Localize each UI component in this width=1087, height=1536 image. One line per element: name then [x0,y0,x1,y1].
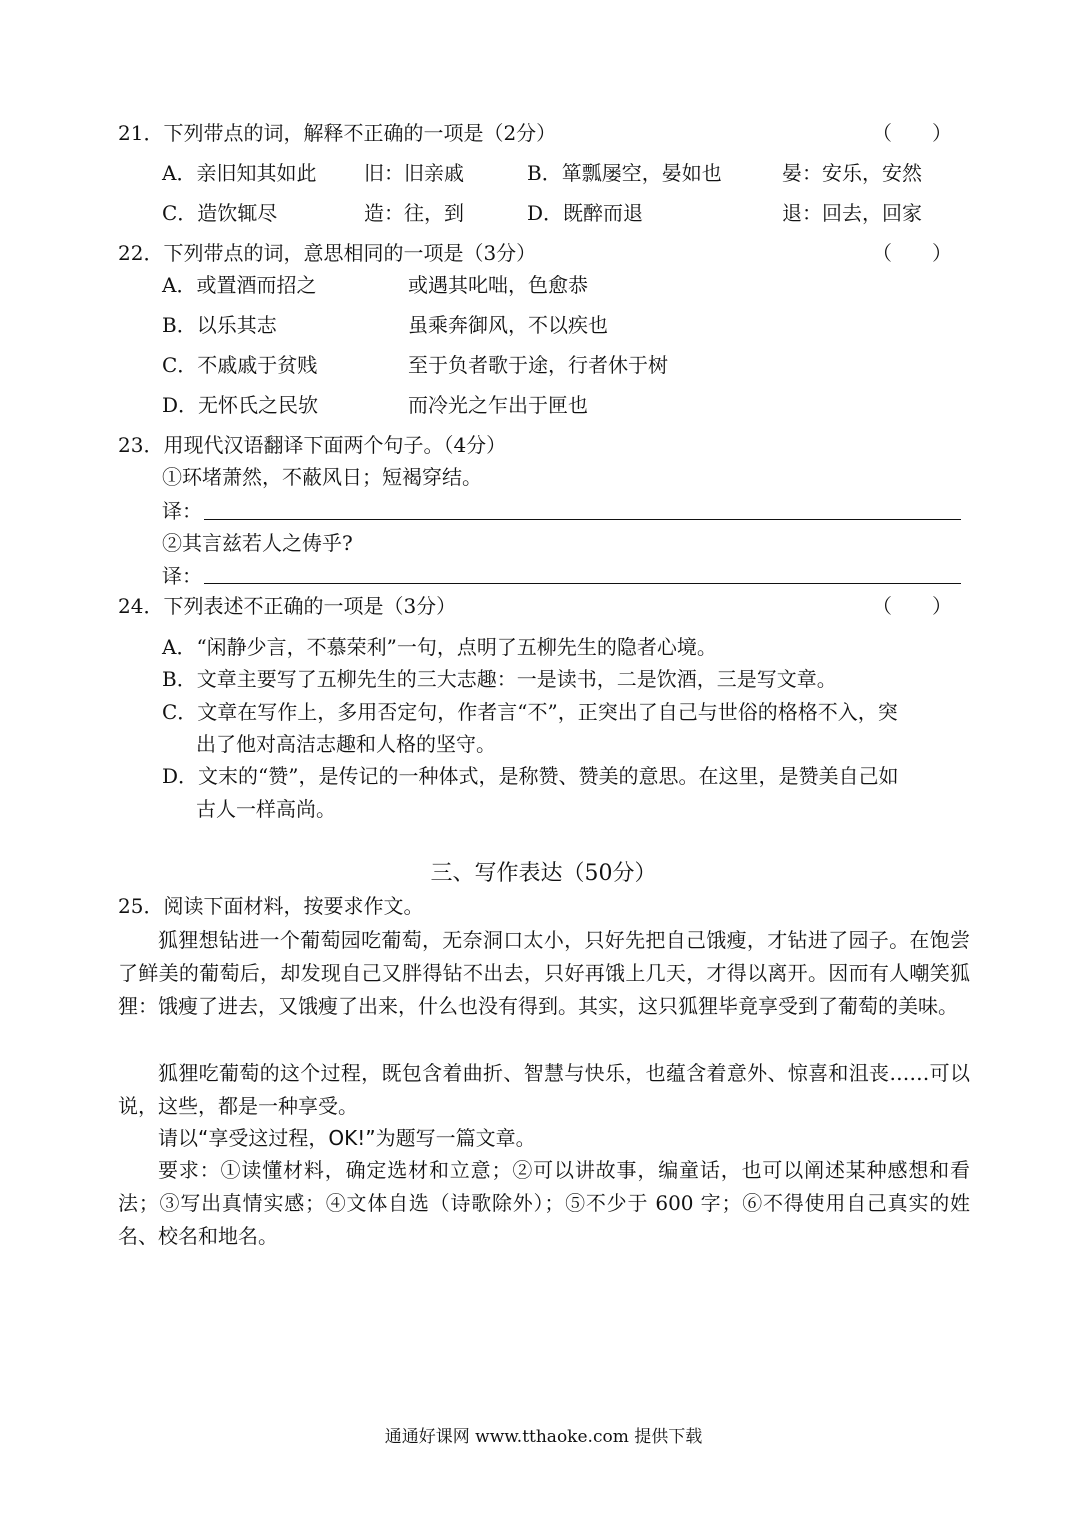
material-paragraph-2: 狐狸吃葡萄的这个过程，既包含着曲折、智慧与快乐，也蕴含着意外、惊喜和沮丧……可以说，这些，都是一种享受。 [118,1061,970,1118]
q22-option-b-right: 虽乘奔御风，不以疾也 [408,313,608,337]
q21-stem: 21．下列带点的词，解释不正确的一项是（2分） [118,121,557,145]
q22-option-d-right: 而冷光之乍出于匣也 [408,393,588,417]
q23-sentence-1: ①环堵萧然，不蔽风日；短褐穿结。 [162,465,482,489]
q22-option-c-left: C．不戚戚于贫贱 [162,353,318,377]
essay-requirements: 要求：①读懂材料，确定选材和立意；②可以讲故事，编童话，也可以阐述某种感想和看法；③写出真情实感；④文体自选（诗歌除外）；⑤不少于 600 字；⑥不得使用自己真实的姓名、校名和地名。 [118,1158,970,1248]
q23-answer-line-2[interactable] [204,583,961,584]
essay-title-prompt [118,1122,970,1155]
prompt-prefix: 请以 [158,1126,198,1150]
q23-stem: 23．用现代汉语翻译下面两个句子。（4分） [118,433,507,457]
q21-option-d-gloss: 退：回去，回家 [782,201,922,225]
q22-option-a-left: A．或置酒而招之 [162,273,317,297]
q21-option-c: C．造饮辄尽 [162,201,278,225]
q24-answer-paren: （ ） [872,594,952,618]
q24-option-a: A．“闲静少言，不慕荣利”一句，点明了五柳先生的隐者心境。 [162,635,717,659]
q24-option-c-line1: C．文章在写作上，多用否定句，作者言“不”，正突出了自己与世俗的格格不入，突 [162,700,898,724]
q25-stem: 25．阅读下面材料，按要求作文。 [118,894,424,918]
q22-option-d-left: D．无怀氏之民欤 [162,393,319,417]
q23-translation-label-2: 译： [162,564,202,588]
q24-option-c-line2: 出了他对高洁志趣和人格的坚守。 [196,732,496,756]
essay-title: “享受这过程，OK!” [198,1126,376,1150]
q22-option-a-right: 或遇其叱咄，色愈恭 [408,273,588,297]
q22-answer-paren: （ ） [872,241,952,265]
q23-answer-line-1[interactable] [204,519,961,520]
q21-option-a: A．亲旧知其如此 [162,161,317,185]
section-heading-writing: 三、写作表达（50分） [430,861,657,886]
prompt-suffix: 为题写一篇文章。 [375,1126,536,1150]
q24-option-d-line1: D．文末的“赞”，是传记的一种体式，是称赞、赞美的意思。在这里，是赞美自己如 [162,764,899,788]
q24-stem: 24．下列表述不正确的一项是（3分） [118,594,457,618]
q22-option-c-right: 至于负者歌于途，行者休于树 [408,353,668,377]
material-paragraph-1: 狐狸想钻进一个葡萄园吃葡萄，无奈洞口太小，只好先把自己饿瘦，才钻进了园子。在饱尝了鲜美的葡萄后，却发现自己又胖得钻不出去，只好再饿上几天，才得以离开。因而有人嘲笑狐狸：饿瘦了进去，又饿瘦了出来，什么也没有得到。其实，这只狐狸毕竟享受到了葡萄的美味。 [118,928,970,1018]
q24-option-d-line2: 古人一样高尚。 [196,797,336,821]
q23-sentence-2: ②其言兹若人之俦乎? [162,531,353,555]
footer-source: 通通好课网 www.tthaoke.com 提供下载 [384,1427,703,1447]
q22-stem: 22．下列带点的词，意思相同的一项是（3分） [118,241,537,265]
q21-option-b-gloss: 晏：安乐，安然 [782,161,922,185]
q22-option-b-left: B．以乐其志 [162,313,277,337]
q23-translation-label-1: 译： [162,499,202,523]
q21-option-b: B．箪瓢屡空，晏如也 [527,161,722,185]
q21-option-d: D．既醉而退 [527,201,644,225]
q21-answer-paren: （ ） [872,121,952,145]
q21-option-a-gloss: 旧：旧亲戚 [364,161,464,185]
q21-option-c-gloss: 造：往，到 [364,201,464,225]
q24-option-b: B．文章主要写了五柳先生的三大志趣：一是读书，二是饮酒，三是写文章。 [162,667,837,691]
